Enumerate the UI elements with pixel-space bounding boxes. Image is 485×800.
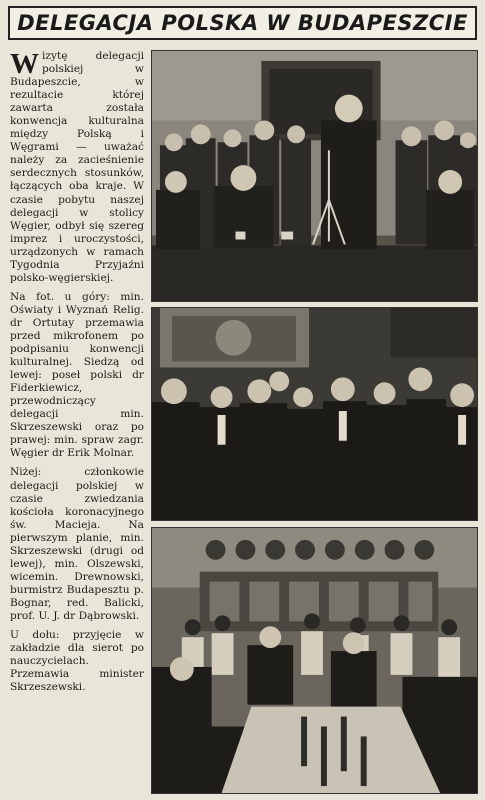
article-paragraph-1-text: izytę delegacji polskiej w Budapeszcie, w rezultacie której zawarta została konwencja kulturalna między Polską i Węgrami — uważać należy za zacieśnienie serdecznych stosunków, łączących oba kraje. W czasie pobytu naszej delegacji w stolicy Węgier, odbył się szereg imprez i uroczystości, urządzonych w ramach Tygodnia Przyjaźni polsko-węgierskiej.: [10, 50, 144, 284]
photo-signing-speech-image: [152, 51, 477, 301]
article-paragraph-3: Niżej: członkowie delegacji polskiej w czasie zwiedzania kościoła koronacyjnego św. Macieja. Na pierwszym planie, min. Skrzeszewski (drugi od lewej), min. Olszewski, wicemin. Drewnowski, burmistrz Budapesztu p. Bognar, red. Balicki, prof. U. J. dr Dąbrowski.: [10, 466, 144, 622]
photo-church-visit: [151, 307, 478, 521]
photo-reception: [151, 527, 478, 794]
article-paragraph-2: Na fot. u góry: min. Oświaty i Wyznań Relig. dr Ortutay przemawia przed mikrofonem po podpisaniu konwencji kulturalnej. Siedzą od lewej: poseł polski dr Fiderkiewicz, przewodniczący delegacji min. Skrzeszewski oraz po prawej: min. spraw zagr. Węgier dr Erik Molnar.: [10, 290, 144, 460]
drop-cap: W: [10, 50, 39, 80]
photo-reception-image: [152, 528, 477, 793]
photo-signing-speech: [151, 50, 478, 302]
photo-church-visit-image: [152, 308, 477, 520]
article-paragraph-4: U dołu: przyjęcie w zakładzie dla sierot po nauczycielach. Przemawia minister Skrzeszewski.: [10, 629, 144, 694]
headline: DELEGACJA POLSKA W BUDAPESZCIE: [8, 6, 477, 40]
article-column: [10, 50, 144, 794]
article-paragraph-1: [10, 50, 144, 285]
